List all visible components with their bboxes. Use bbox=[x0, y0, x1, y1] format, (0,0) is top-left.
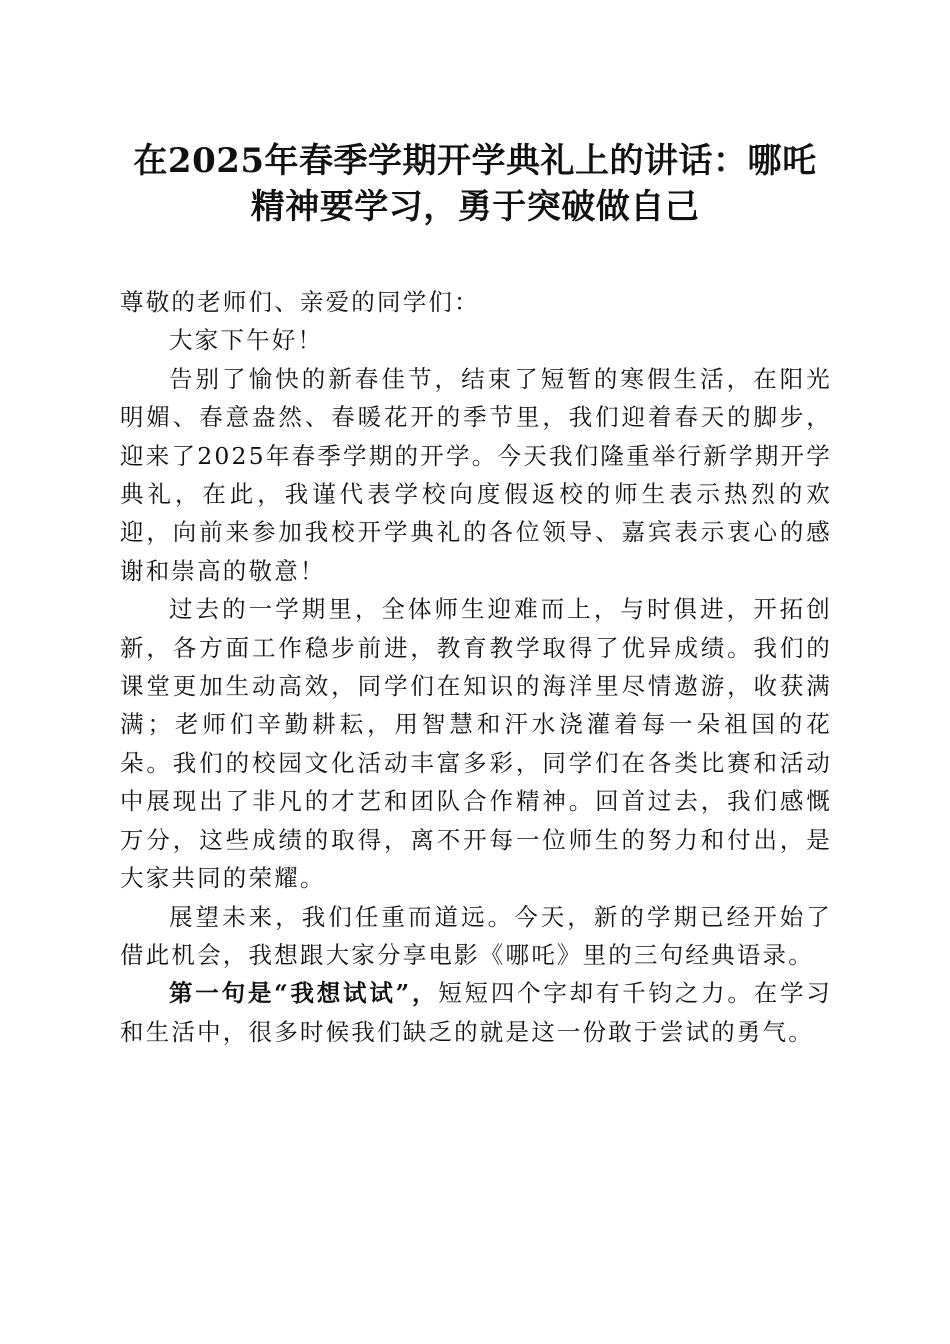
title-line-2: 精神要学习，勇于突破做自己 bbox=[250, 187, 700, 227]
paragraph-opening: 告别了愉快的新春佳节，结束了短暂的寒假生活，在阳光明媚、春意盎然、春暖花开的季节里，我们迎着春天的脚步，迎来了2025年春季学期的开学。今天我们隆重举行新学期开学典礼，在此，我谨代表学校向度假返校的师生表示热烈的欢迎，向前来参加我校开学典礼的各位领导、嘉宾表示衷心的感谢和崇高的敬意！ bbox=[120, 364, 832, 585]
document-title bbox=[120, 138, 830, 230]
first-quote-rest: 短短四个字却有千钧之力。在学习和生活中，很多时候我们缺乏的就是这一份敢于尝试的勇气。 bbox=[120, 979, 833, 1046]
paragraph-review: 过去的一学期里，全体师生迎难而上，与时俱进，开拓创新，各方面工作稳步前进，教育教学取得了优异成绩。我们的课堂更加生动高效，同学们在知识的海洋里尽情遨游，收获满满；老师们辛勤耕耘，用智慧和汗水浇灌着每一朵祖国的花朵。我们的校园文化活动丰富多彩，同学们在各类比赛和活动中展现出了非凡的才艺和团队合作精神。回首过去，我们感慨万分，这些成绩的取得，离不开每一位师生的努力和付出，是大家共同的荣耀。 bbox=[120, 595, 832, 893]
salutation: 尊敬的老师们、亲爱的同学们： bbox=[120, 288, 480, 316]
paragraph-outlook: 展望未来，我们任重而道远。今天，新的学期已经开始了借此机会，我想跟大家分享电影《哪吒》里的三句经典语录。 bbox=[120, 902, 832, 969]
title-line-1: 在2025年春季学期开学典礼上的讲话：哪吒 bbox=[133, 141, 817, 181]
first-quote-lead: 第一句是“我想试试”， bbox=[169, 979, 439, 1008]
document-body bbox=[120, 283, 832, 1051]
paragraph-greeting: 大家下午好！ bbox=[169, 326, 324, 355]
paragraph-first-quote bbox=[120, 974, 832, 1051]
